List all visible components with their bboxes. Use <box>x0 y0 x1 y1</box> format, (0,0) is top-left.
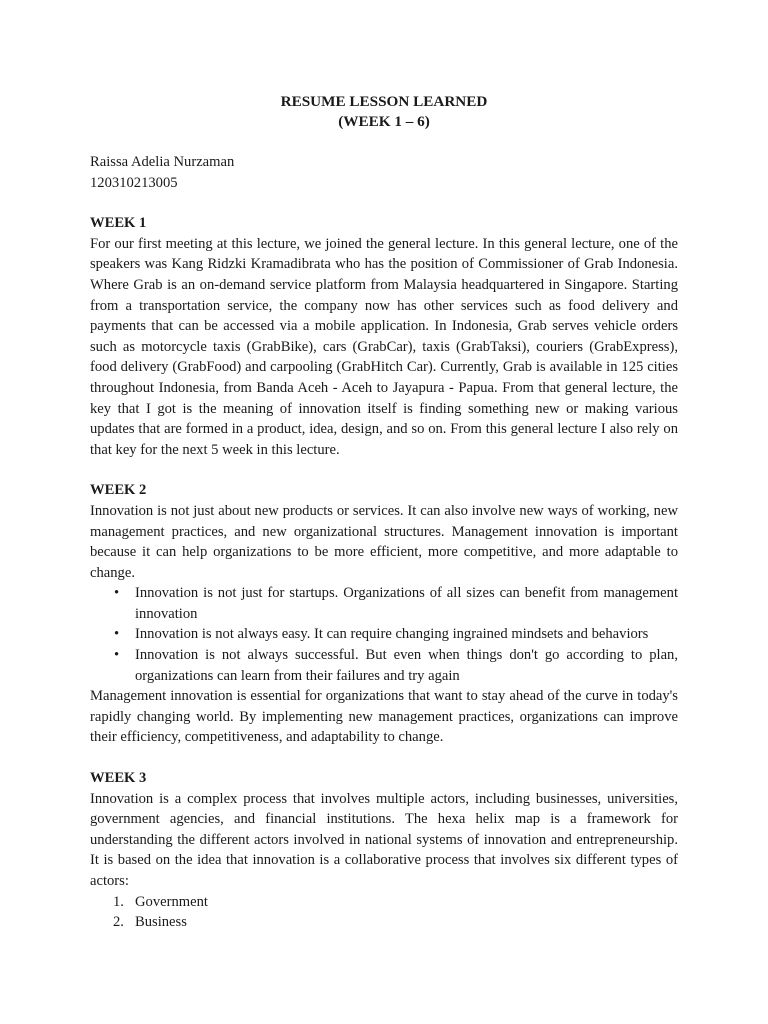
list-item <box>90 892 678 913</box>
author-id: 120310213005 <box>90 174 178 191</box>
week-2-closing: Management innovation is essential for organizations that want to stay ahead of the curve in today's rapidly changing world. By implementing new management practices, organizations can improve their efficiency, competitiveness, and adaptability to change. <box>90 688 678 746</box>
week-3-actor-list <box>90 892 678 933</box>
week-1-paragraph: For our first meeting at this lecture, we joined the general lecture. In this general lecture, one of the speakers was Kang Ridzki Kramadibrata who has the position of Commissioner of Grab Indonesia. Where Grab is an on-demand service platform from Malaysia headquartered in Singapore. Starting from a transportation service, the company now has other services such as food delivery and payments that can be accessed via a mobile application. In Indonesia, Grab serves vehicle orders such as motorcycle taxis (GrabBike), cars (GrabCar), taxis (GrabTaksi), couriers (GrabExpress), food delivery (GrabFood) and carpooling (GrabHitch Car). Currently, Grab is available in 125 cities throughout Indonesia, from Banda Aceh - Aceh to Jayapura - Papua. From that general lecture, the key that I got is the meaning of innovation itself is finding something new or making various updates that are formed in a product, idea, design, and so on. From this general lecture I also rely on that key for the next 5 week in this lecture. <box>90 235 678 458</box>
week-2-intro: Innovation is not just about new products or services. It can also involve new ways of working, new management practices, and new organizational structures. Management innovation is important because it can help organizations to be more efficient, more competitive, and more adaptable to change. <box>90 502 678 581</box>
bullet-marker: • <box>114 585 120 602</box>
document-title <box>90 92 678 132</box>
bullet-marker: • <box>114 626 120 643</box>
title-line-1: RESUME LESSON LEARNED <box>280 93 488 110</box>
week-2-bullet-list <box>90 583 678 686</box>
section-week-1 <box>90 213 678 460</box>
bullet-marker: • <box>114 647 120 664</box>
week-2-heading: WEEK 2 <box>90 482 147 499</box>
author-name: Raissa Adelia Nurzaman <box>90 154 235 170</box>
section-week-2 <box>90 480 678 748</box>
week-3-heading: WEEK 3 <box>90 770 147 787</box>
list-text: Government <box>135 893 208 910</box>
week-3-intro: Innovation is a complex process that involves multiple actors, including businesses, universities, government agencies, and financial institutions. The hexa helix map is a framework for understanding the different actors involved in national systems of innovation and entrepreneurship. It is based on the idea that innovation is a collaborative process that involves six different types of actors: <box>90 790 678 889</box>
list-item <box>90 583 678 624</box>
title-line-2: (WEEK 1 – 6) <box>338 113 430 130</box>
list-item <box>90 624 678 645</box>
list-item <box>90 645 678 686</box>
bullet-text: Innovation is not just for startups. Organizations of all sizes can benefit from management innovation <box>135 585 678 622</box>
bullet-text: Innovation is not always easy. It can require changing ingrained mindsets and behaviors <box>135 626 649 643</box>
author-block <box>90 152 678 193</box>
bullet-text: Innovation is not always successful. But even when things don't go according to plan, organizations can learn from their failures and try again <box>135 647 678 684</box>
list-text: Business <box>135 914 187 931</box>
section-week-3 <box>90 768 678 933</box>
list-number: 2. <box>113 914 124 931</box>
list-number: 1. <box>113 893 124 910</box>
list-item <box>90 912 678 933</box>
week-1-heading: WEEK 1 <box>90 215 147 232</box>
document-page <box>90 92 678 933</box>
